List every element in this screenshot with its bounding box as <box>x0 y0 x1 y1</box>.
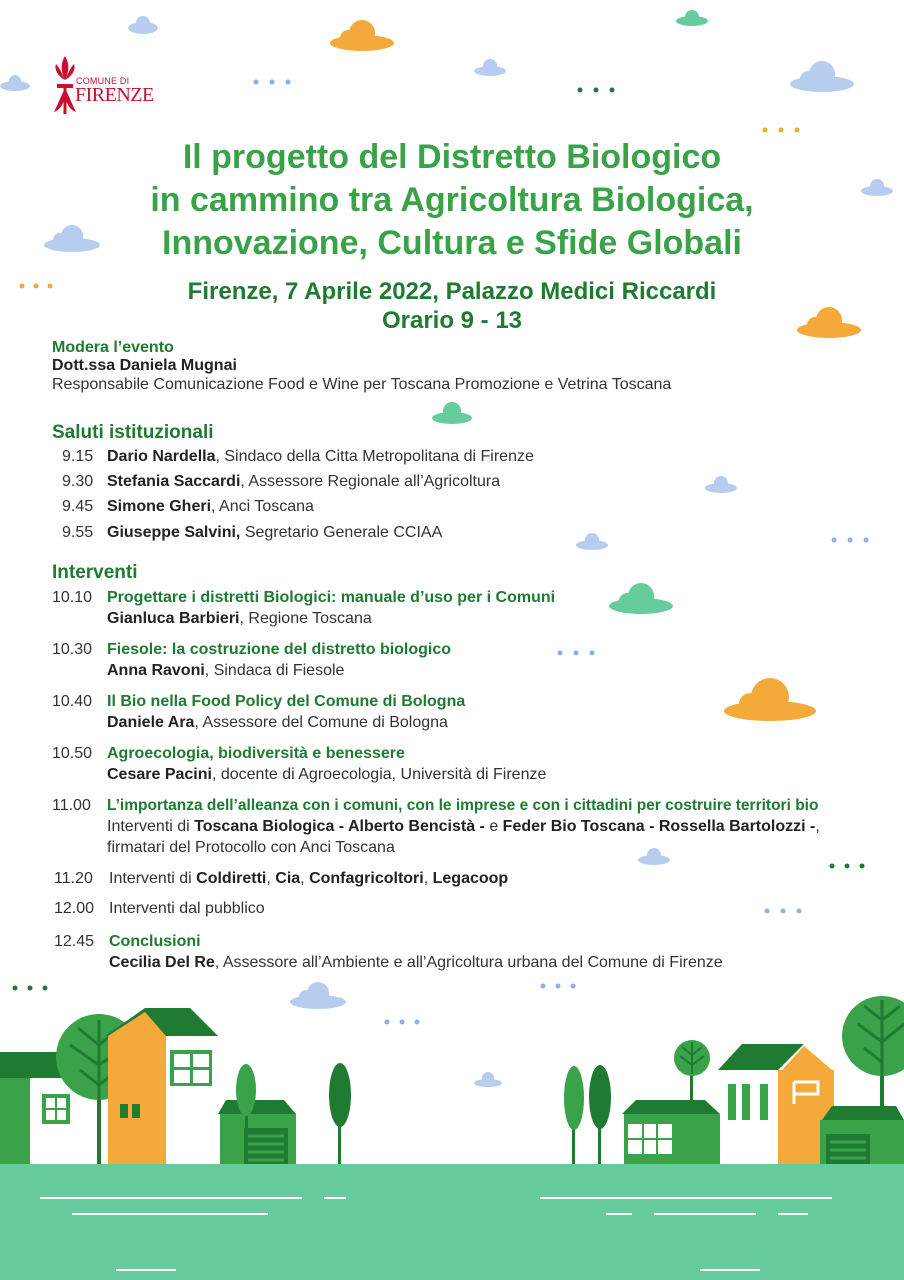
intervento-time: 12.45 <box>54 933 95 950</box>
intervento-time: 11.00 <box>52 797 91 814</box>
text-span: e <box>484 818 503 835</box>
title-line-2: in cammino tra Agricoltura Biologica, <box>150 181 754 219</box>
org-name: Toscana Biologica - Alberto Bencistà - <box>194 818 485 835</box>
cloud-icon <box>705 476 737 493</box>
date-location: Firenze, 7 Aprile 2022, Palazzo Medici Riccardi <box>187 278 717 305</box>
speaker-role: , Regione Toscana <box>239 610 372 627</box>
cloud-icon <box>790 61 854 92</box>
title-line-1: Il progetto del Distretto Biologico <box>182 138 722 176</box>
event-subtitle <box>40 277 864 335</box>
speaker-name: Anna Ravoni <box>107 662 205 679</box>
cloud-icon <box>576 533 608 550</box>
cloud-icon <box>0 75 30 91</box>
event-title <box>40 136 864 265</box>
cloud-icon <box>724 678 816 721</box>
text-span: , <box>300 870 310 887</box>
intervento-time: 12.00 <box>54 900 95 917</box>
saluti-time: 9.45 <box>62 498 94 515</box>
text-span: Interventi di <box>109 870 197 887</box>
org-name: Coldiretti <box>196 870 267 887</box>
intervento-topic: Progettare i distretti Biologici: manuale d’uso per i Comuni <box>107 589 556 606</box>
intervento-item <box>109 868 508 889</box>
org-name: Legacoop <box>432 870 509 887</box>
intervento-topic: L’importanza dell’alleanza con i comuni, con le imprese e con i cittadini per costruire territori bio <box>107 797 819 814</box>
intervento-item <box>107 743 546 785</box>
intervento-item <box>107 639 451 681</box>
text-span: , <box>266 870 276 887</box>
dots-icon <box>578 88 615 93</box>
saluti-time: 9.30 <box>62 473 94 490</box>
dots-icon <box>385 1020 420 1025</box>
speaker-name: Dario Nardella <box>107 448 216 465</box>
text-span: Interventi di <box>107 818 195 835</box>
speaker-role: , Assessore del Comune di Bologna <box>194 714 448 731</box>
org-name: Feder Bio Toscana - Rossella Bartolozzi - <box>502 818 816 835</box>
intervento-time: 10.10 <box>52 589 93 606</box>
intervento-topic: Fiesole: la costruzione del distretto biologico <box>107 641 452 658</box>
saluti-heading: Saluti istituzionali <box>52 422 214 443</box>
dots-icon <box>541 984 576 989</box>
cloud-icon <box>432 402 472 424</box>
speaker-name: Daniele Ara <box>107 714 195 731</box>
intervento-time: 10.50 <box>52 745 93 762</box>
intervento-time: 11.20 <box>54 870 93 887</box>
interventi-heading: Interventi <box>52 562 138 583</box>
dots-icon <box>830 864 865 869</box>
intervento-topic: Il Bio nella Food Policy del Comune di Bologna <box>107 693 466 710</box>
speaker-name: Cecilia Del Re <box>109 954 215 971</box>
cloud-icon <box>861 179 893 196</box>
speaker-role: , Sindaco della Citta Metropolitana di Firenze <box>215 448 534 465</box>
dots-icon <box>763 128 800 133</box>
intervento-item <box>107 795 897 858</box>
moderator-section <box>52 338 852 395</box>
cloud-icon <box>474 1072 502 1087</box>
intervento-topic: Conclusioni <box>109 933 201 950</box>
intervento-time: 10.30 <box>52 641 93 658</box>
intervento-time: 10.40 <box>52 693 93 710</box>
time-range: Orario 9 - 13 <box>381 307 523 334</box>
speaker-name: Gianluca Barbieri <box>107 610 240 627</box>
logo-label-small: COMUNE DI <box>76 76 130 86</box>
cloud-icon <box>609 583 673 614</box>
org-name: Cia <box>275 870 301 887</box>
speaker-name: Simone Gheri <box>107 498 212 515</box>
cloud-icon <box>290 982 346 1009</box>
dots-icon <box>13 986 48 991</box>
cloud-icon <box>330 20 394 51</box>
speaker-name: Cesare Pacini <box>107 766 212 783</box>
intervento-item <box>107 587 555 629</box>
title-line-3: Innovazione, Cultura e Sfide Globali <box>162 224 742 262</box>
cloud-icon <box>474 59 506 76</box>
org-name: Confagricoltori <box>309 870 424 887</box>
speaker-role: Segretario Generale CCIAA <box>240 524 443 541</box>
speaker-role: , Sindaca di Fiesole <box>204 662 345 679</box>
intervento-item <box>107 691 465 733</box>
text-span: , <box>423 870 433 887</box>
moderator-role: Responsabile Comunicazione Food e Wine per Toscana Promozione e Vetrina Toscana <box>52 376 672 393</box>
town-left <box>0 1008 351 1168</box>
text-span: , <box>815 818 820 835</box>
intervento-topic: Agroecologia, biodiversità e benessere <box>107 745 405 762</box>
saluti-time: 9.15 <box>62 448 94 465</box>
saluti-item <box>107 446 534 467</box>
cloud-icon <box>676 10 708 26</box>
moderator-heading: Modera l’evento <box>52 339 174 356</box>
speaker-role: , Anci Toscana <box>211 498 314 515</box>
dots-icon <box>832 538 869 543</box>
speaker-name: Stefania Saccardi <box>107 473 241 490</box>
intervento-item <box>109 931 723 973</box>
speaker-role: , Assessore Regionale all’Agricoltura <box>240 473 501 490</box>
moderator-name: Dott.ssa Daniela Mugnai <box>52 357 237 374</box>
intervento-item: Interventi dal pubblico <box>109 900 265 917</box>
dots-icon <box>765 909 802 914</box>
dots-icon <box>254 80 291 85</box>
dots-icon <box>558 651 595 656</box>
speaker-role: , Assessore all’Ambiente e all’Agricoltura urbana del Comune di Firenze <box>214 954 723 971</box>
saluti-item <box>107 522 442 543</box>
saluti-time: 9.55 <box>62 524 94 541</box>
ground <box>0 1164 904 1280</box>
town-right <box>564 996 904 1168</box>
intervento-note: firmatari del Protocollo con Anci Toscana <box>107 839 395 856</box>
logo-label-big: FIRENZE <box>75 84 154 106</box>
saluti-item <box>107 496 314 517</box>
speaker-role: , docente di Agroecologia, Università di Firenze <box>211 766 547 783</box>
cloud-icon <box>128 16 158 34</box>
saluti-item <box>107 471 500 492</box>
speaker-name: Giuseppe Salvini, <box>107 524 241 541</box>
